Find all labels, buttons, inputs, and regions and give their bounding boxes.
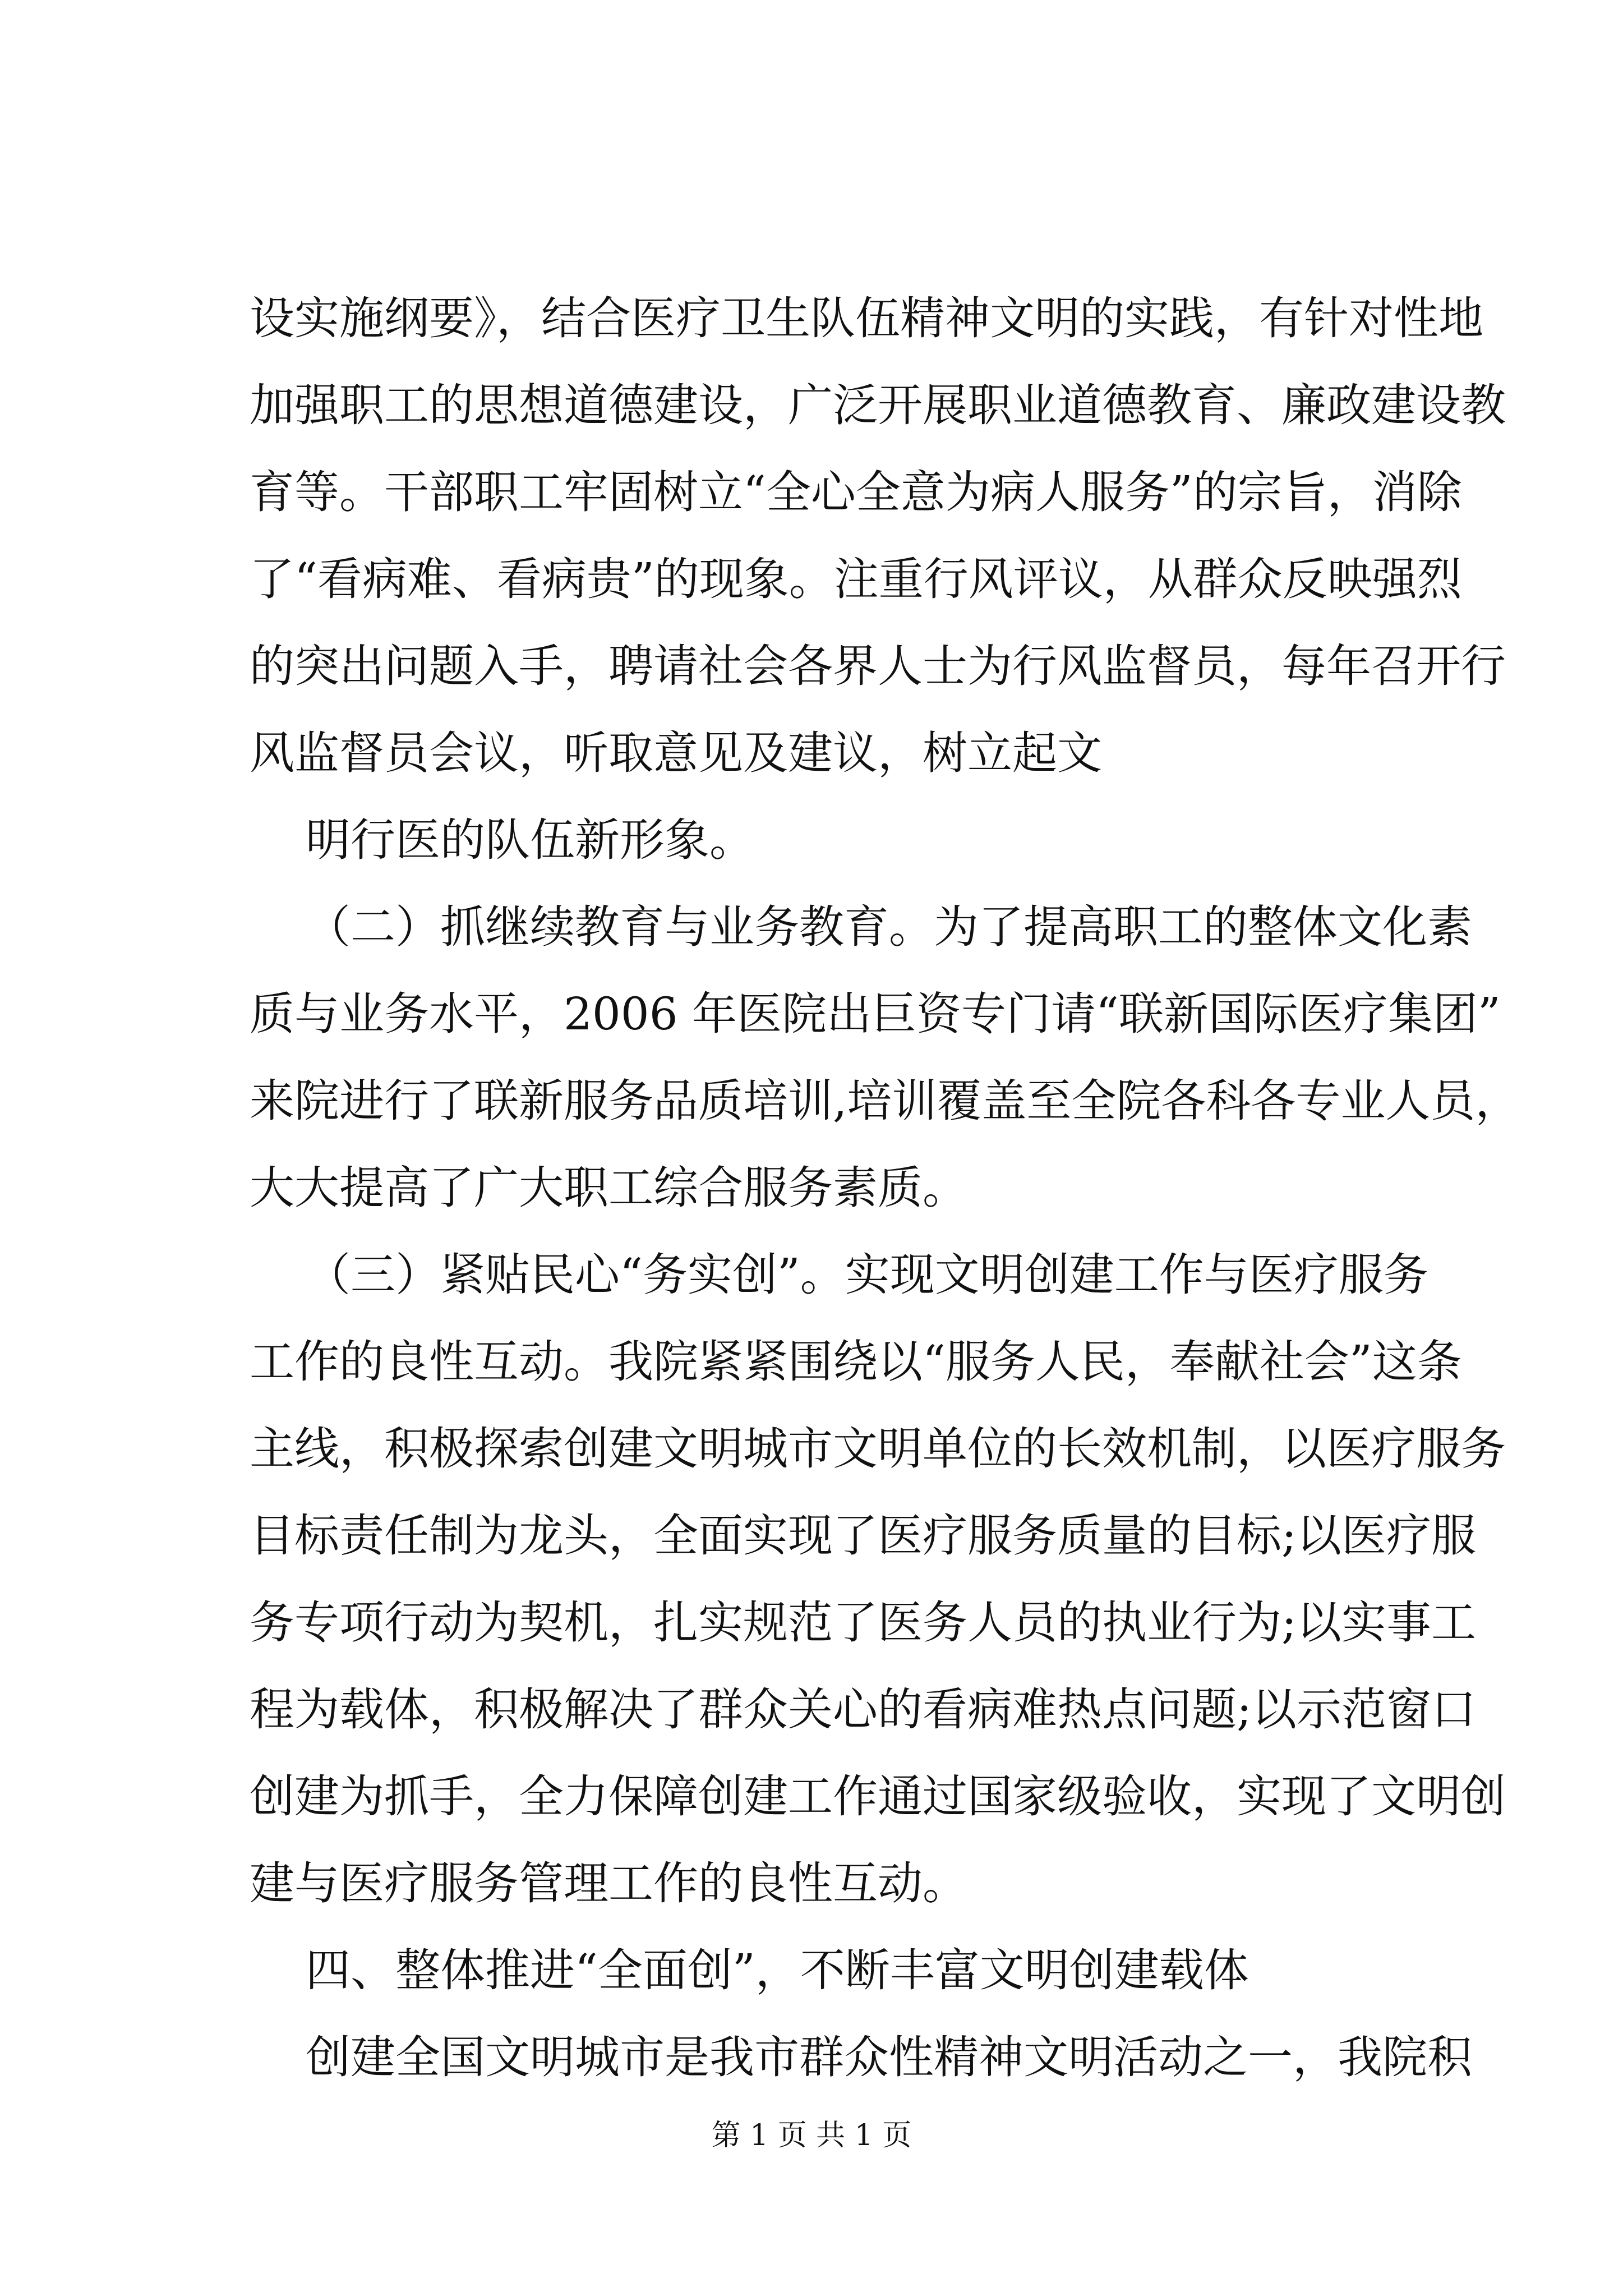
text-line: 务专项行动为契机，扎实规范了医务人员的执业行为;以实事工 (250, 1596, 1476, 1649)
text-line: 的突出问题入手，聘请社会各界人士为行风监督员，每年召开行 (250, 640, 1506, 692)
text-line: 加强职工的思想道德建设，广泛开展职业道德教育、廉政建设教 (250, 379, 1506, 431)
text-line: 主线，积极探索创建文明城市文明单位的长效机制，以医疗服务 (250, 1423, 1506, 1475)
text-line: 工作的良性互动。我院紧紧围绕以“服务人民，奉献社会”这条 (250, 1336, 1462, 1388)
text-line: 了“看病难、看病贵”的现象。注重行风评议，从群众反映强烈 (250, 553, 1462, 605)
text-line: 明行医的队伍新形象。 (306, 814, 754, 866)
text-line: 创建为抓手，全力保障创建工作通过国家级验收，实现了文明创 (250, 1770, 1506, 1823)
text-line: 建与医疗服务管理工作的良性互动。 (250, 1857, 967, 1910)
text-line: 大大提高了广大职工综合服务素质。 (250, 1162, 967, 1214)
text-line: 设实施纲要》，结合医疗卫生队伍精神文明的实践，有针对性地 (250, 292, 1483, 344)
text-line: 创建全国文明城市是我市群众性精神文明活动之一，我院积 (306, 2031, 1472, 2083)
text-line: 目标责任制为龙头，全面实现了医疗服务质量的目标;以医疗服 (250, 1510, 1476, 1562)
text-line: 育等。干部职工牢固树立“全心全意为病人服务”的宗旨，消除 (250, 466, 1462, 518)
text-line: 质与业务水平，2006 年医院出巨资专门请“联新国际医疗集团” (250, 988, 1501, 1040)
text-line: 来院进行了联新服务品质培训,培训覆盖至全院各科各专业人员， (250, 1075, 1520, 1127)
page-footer: 第 1 页 共 1 页 (711, 2119, 912, 2152)
text-line: （三）紧贴民心“务实创”。实现文明创建工作与医疗服务 (306, 1249, 1428, 1301)
text-line: （二）抓继续教育与业务教育。为了提高职工的整体文化素 (306, 901, 1472, 953)
section-heading: 四、整体推进“全面创”，不断丰富文明创建载体 (306, 1944, 1249, 1996)
text-line: 风监督员会议，听取意见及建议，树立起文 (250, 727, 1102, 779)
text-line: 程为载体，积极解决了群众关心的看病难热点问题;以示范窗口 (250, 1683, 1476, 1736)
